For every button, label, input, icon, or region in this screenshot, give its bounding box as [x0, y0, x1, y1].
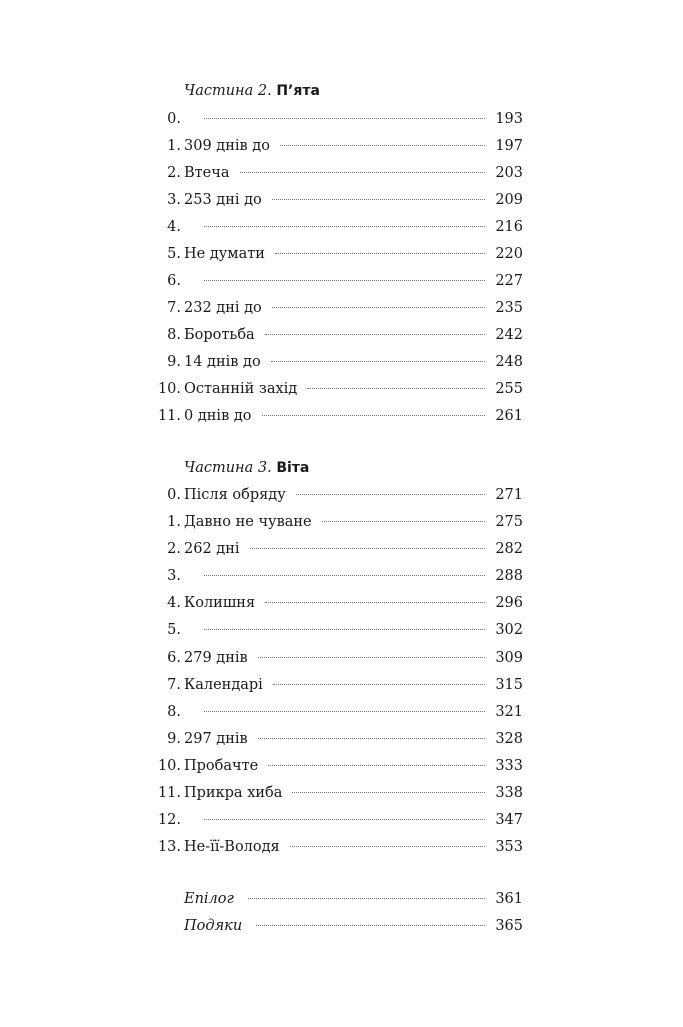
toc-entry[interactable] — [150, 163, 523, 183]
entry-title: Останній захід — [184, 381, 298, 397]
entry-title: Не думати — [184, 246, 265, 262]
toc-entry[interactable] — [150, 539, 523, 559]
entry-page: 296 — [495, 595, 523, 611]
entry-number: 8. — [167, 704, 181, 720]
dot-leader — [204, 226, 485, 227]
entry-title: Після обряду — [184, 487, 286, 503]
entry-title: 262 дні — [184, 541, 240, 557]
dot-leader — [248, 898, 485, 899]
entry-page: 302 — [495, 622, 523, 638]
toc-entry-acknowledgements[interactable] — [150, 916, 523, 936]
toc-entry[interactable] — [150, 298, 523, 318]
entry-page: 338 — [495, 785, 523, 801]
toc-entry[interactable] — [150, 837, 523, 857]
toc-entry[interactable] — [150, 379, 523, 399]
entry-number: 0. — [167, 111, 181, 127]
entry-page: 361 — [495, 891, 523, 907]
part-label: Частина 2. — [184, 83, 272, 99]
entry-number: 3. — [167, 192, 181, 208]
entry-number: 11. — [157, 408, 181, 424]
toc-entry[interactable] — [150, 729, 523, 749]
part-3-heading — [184, 459, 309, 477]
entry-title: Давно не чуване — [184, 514, 312, 530]
entry-number: 5. — [167, 622, 181, 638]
toc-entry[interactable] — [150, 512, 523, 532]
dot-leader — [250, 548, 486, 549]
dot-leader — [272, 307, 486, 308]
entry-page: 333 — [495, 758, 523, 774]
dot-leader — [265, 334, 486, 335]
entry-number: 1. — [167, 138, 181, 154]
part-name: Віта — [276, 460, 310, 476]
entry-title: 253 дні до — [184, 192, 262, 208]
entry-number: 5. — [167, 246, 181, 262]
entry-number: 12. — [157, 812, 181, 828]
dot-leader — [258, 657, 486, 658]
entry-title: Календарі — [184, 677, 263, 693]
entry-page: 261 — [495, 408, 523, 424]
entry-page: 271 — [495, 487, 523, 503]
entry-title: 309 днів до — [184, 138, 270, 154]
entry-title: Не-її-Володя — [184, 839, 280, 855]
toc-entry[interactable] — [150, 325, 523, 345]
dot-leader — [307, 388, 485, 389]
entry-page: 197 — [495, 138, 523, 154]
toc-entry[interactable] — [150, 810, 523, 830]
dot-leader — [296, 494, 486, 495]
toc-entry[interactable] — [150, 620, 523, 640]
dot-leader — [271, 361, 486, 362]
part-2-heading — [184, 82, 320, 100]
entry-number: 4. — [167, 219, 181, 235]
dot-leader — [322, 521, 486, 522]
toc-entry[interactable] — [150, 190, 523, 210]
entry-title: 14 днів до — [184, 354, 261, 370]
part-name: П’ята — [276, 83, 320, 99]
toc-entry[interactable] — [150, 244, 523, 264]
entry-page: 365 — [495, 918, 523, 934]
entry-page: 309 — [495, 650, 523, 666]
entry-page: 203 — [495, 165, 523, 181]
entry-page: 275 — [495, 514, 523, 530]
toc-entry[interactable] — [150, 271, 523, 291]
entry-page: 248 — [495, 354, 523, 370]
entry-page: 282 — [495, 541, 523, 557]
toc-entry[interactable] — [150, 783, 523, 803]
entry-page: 235 — [495, 300, 523, 316]
dot-leader — [273, 684, 485, 685]
toc-entry-epilogue[interactable] — [150, 889, 523, 909]
toc-entry[interactable] — [150, 648, 523, 668]
toc-entry[interactable] — [150, 352, 523, 372]
toc-entry[interactable] — [150, 702, 523, 722]
dot-leader — [290, 846, 486, 847]
entry-title: 297 днів — [184, 731, 248, 747]
dot-leader — [204, 280, 485, 281]
entry-number: 7. — [167, 300, 181, 316]
toc-entry[interactable] — [150, 217, 523, 237]
entry-page: 328 — [495, 731, 523, 747]
entry-title: Епілог — [184, 891, 234, 907]
dot-leader — [204, 711, 485, 712]
entry-page: 321 — [495, 704, 523, 720]
entry-number: 10. — [157, 381, 181, 397]
entry-title: Втеча — [184, 165, 230, 181]
dot-leader — [262, 415, 486, 416]
toc-entry[interactable] — [150, 566, 523, 586]
entry-number: 6. — [167, 273, 181, 289]
dot-leader — [268, 765, 485, 766]
entry-title: 279 днів — [184, 650, 248, 666]
entry-title: Подяки — [184, 918, 243, 934]
entry-title: Прикра хиба — [184, 785, 283, 801]
entry-number: 2. — [167, 165, 181, 181]
dot-leader — [292, 792, 485, 793]
part-label: Частина 3. — [184, 460, 272, 476]
entry-number: 4. — [167, 595, 181, 611]
toc-entry[interactable] — [150, 406, 523, 426]
entry-number: 13. — [157, 839, 181, 855]
dot-leader — [280, 145, 485, 146]
entry-number: 0. — [167, 487, 181, 503]
entry-number: 9. — [167, 731, 181, 747]
dot-leader — [204, 118, 485, 119]
entry-number: 6. — [167, 650, 181, 666]
entry-page: 227 — [495, 273, 523, 289]
entry-number: 10. — [157, 758, 181, 774]
entry-title: 232 дні до — [184, 300, 262, 316]
entry-number: 7. — [167, 677, 181, 693]
entry-number: 1. — [167, 514, 181, 530]
dot-leader — [265, 602, 485, 603]
entry-page: 216 — [495, 219, 523, 235]
dot-leader — [256, 925, 485, 926]
dot-leader — [204, 575, 485, 576]
dot-leader — [272, 199, 486, 200]
entry-page: 353 — [495, 839, 523, 855]
entry-page: 220 — [495, 246, 523, 262]
toc-entry[interactable] — [150, 756, 523, 776]
toc-entry[interactable] — [150, 136, 523, 156]
toc-entry[interactable] — [150, 485, 523, 505]
entry-title: 0 днів до — [184, 408, 252, 424]
dot-leader — [204, 629, 485, 630]
entry-title: Колишня — [184, 595, 256, 611]
toc-entry[interactable] — [150, 675, 523, 695]
entry-title: Боротьба — [184, 327, 255, 343]
entry-page: 347 — [495, 812, 523, 828]
entry-page: 242 — [495, 327, 523, 343]
entry-page: 315 — [495, 677, 523, 693]
entry-page: 193 — [495, 111, 523, 127]
entry-number: 3. — [167, 568, 181, 584]
dot-leader — [258, 738, 486, 739]
entry-number: 8. — [167, 327, 181, 343]
dot-leader — [275, 253, 485, 254]
entry-page: 288 — [495, 568, 523, 584]
entry-number: 9. — [167, 354, 181, 370]
entry-page: 255 — [495, 381, 523, 397]
dot-leader — [204, 819, 485, 820]
entry-title: Пробачте — [184, 758, 259, 774]
toc-entry[interactable] — [150, 593, 523, 613]
entry-number: 11. — [157, 785, 181, 801]
entry-number: 2. — [167, 541, 181, 557]
entry-page: 209 — [495, 192, 523, 208]
dot-leader — [240, 172, 486, 173]
toc-entry[interactable] — [150, 109, 523, 129]
